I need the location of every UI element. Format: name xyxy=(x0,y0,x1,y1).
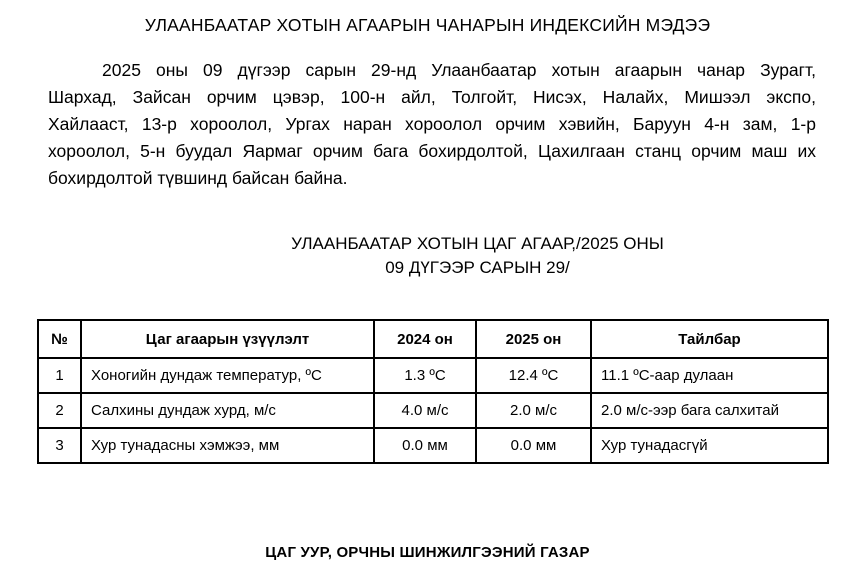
weather-heading-line2: 09 ДҮГЭЭР САРЫН 29/ xyxy=(385,258,570,277)
row-number-cell: 2 xyxy=(38,393,81,428)
value-2025-cell: 12.4 ºС xyxy=(476,358,591,393)
value-2025-cell: 0.0 мм xyxy=(476,428,591,463)
footer-org-name: ЦАГ УУР, ОРЧНЫ ШИНЖИЛГЭЭНИЙ ГАЗАР xyxy=(265,544,590,561)
row-number-cell: 3 xyxy=(38,428,81,463)
paragraph-line: бохирдолтой түвшинд байсан байна. xyxy=(48,168,348,188)
page-title: УЛААНБААТАР ХОТЫН АГААРЫН ЧАНАРЫН ИНДЕКСИЙН МЭДЭЭ xyxy=(144,15,711,35)
table-row xyxy=(38,358,828,393)
weather-section-heading xyxy=(0,232,855,280)
note-cell: 2.0 м/с-ээр бага салхитай xyxy=(591,393,828,428)
col-header-number: № xyxy=(38,320,81,358)
value-2024-cell: 1.3 ºС xyxy=(374,358,476,393)
paragraph-line: 2025 оны 09 дүгээр сарын 29-нд Улаанбаатар хотын агаарын чанар Зурагт, xyxy=(102,60,816,80)
value-2025-cell: 2.0 м/с xyxy=(476,393,591,428)
table-header-row xyxy=(38,320,828,358)
weather-heading-line1: УЛААНБААТАР ХОТЫН ЦАГ АГААР,/2025 ОНЫ xyxy=(291,234,664,253)
col-header-note: Тайлбар xyxy=(591,320,828,358)
indicator-cell: Хур тунадасны хэмжээ, мм xyxy=(81,428,374,463)
row-number-cell: 1 xyxy=(38,358,81,393)
col-header-indicator: Цаг агаарын үзүүлэлт xyxy=(81,320,374,358)
col-header-2024: 2024 он xyxy=(374,320,476,358)
note-cell: Хур тунадасгүй xyxy=(591,428,828,463)
table-header xyxy=(38,320,828,358)
indicator-cell: Салхины дундаж хурд, м/с xyxy=(81,393,374,428)
note-cell: 11.1 ºС-аар дулаан xyxy=(591,358,828,393)
indicator-cell: Хоногийн дундаж температур, ºС xyxy=(81,358,374,393)
paragraph-line: хороолол, 5-н буудал Яармаг орчим бага бохирдолтой, Цахилгаан станц орчим маш их xyxy=(48,141,816,161)
value-2024-cell: 0.0 мм xyxy=(374,428,476,463)
summary-paragraph xyxy=(48,57,816,192)
col-header-2025: 2025 он xyxy=(476,320,591,358)
paragraph-line: Шархад, Зайсан орчим цэвэр, 100-н айл, Толгойт, Нисэх, Налайх, Мишээл экспо, xyxy=(48,87,816,107)
table-row xyxy=(38,393,828,428)
value-2024-cell: 4.0 м/с xyxy=(374,393,476,428)
weather-comparison-table xyxy=(37,319,829,464)
table-row xyxy=(38,428,828,463)
table-body xyxy=(38,358,828,463)
paragraph-line: Хайлааст, 13-р хороолол, Ургах наран хороолол орчим хэвийн, Баруун 4-н зам, 1-р xyxy=(48,114,816,134)
